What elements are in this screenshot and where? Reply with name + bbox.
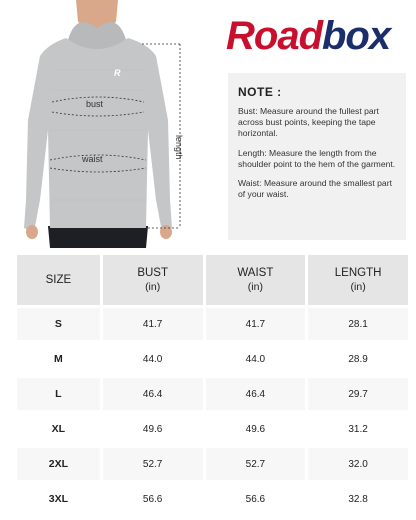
length-cell: 32.8 [308, 483, 408, 515]
waist-cell: 52.7 [206, 448, 306, 480]
header-length-label: LENGTH [334, 267, 382, 279]
header-waist-unit: (in) [247, 281, 263, 293]
waist-label: waist [82, 154, 103, 164]
brand-logo [226, 12, 406, 60]
bust-cell: 49.6 [103, 413, 203, 445]
bust-cell: 44.0 [103, 343, 203, 375]
table-row [17, 448, 408, 480]
header-bust [103, 255, 203, 305]
svg-text:R: R [114, 68, 121, 78]
bust-cell: 52.7 [103, 448, 203, 480]
brand-name-navy: box [322, 14, 391, 58]
bust-cell: 41.7 [103, 308, 203, 340]
header-length-unit: (in) [350, 281, 366, 293]
length-label: length [174, 135, 184, 160]
note-bust: Bust: Measure around the fullest part across bust points, keeping the tape horizontal. [238, 106, 379, 139]
size-chart-table [17, 255, 408, 518]
bust-label: bust [86, 99, 104, 109]
header-bust-label: BUST [137, 267, 168, 279]
length-cell: 29.7 [308, 378, 408, 410]
header-waist-label: WAIST [237, 267, 274, 279]
size-cell: L [17, 378, 100, 410]
header-size [17, 255, 100, 305]
note-panel [228, 73, 406, 240]
size-cell: M [17, 343, 100, 375]
header-length [308, 255, 408, 305]
size-cell: 3XL [17, 483, 100, 515]
bust-cell: 46.4 [103, 378, 203, 410]
bust-cell: 56.6 [103, 483, 203, 515]
note-waist: Waist: Measure around the smallest part of your waist. [238, 178, 392, 200]
hoodie-image [18, 0, 218, 248]
size-cell: S [17, 308, 100, 340]
header-waist [206, 255, 306, 305]
size-cell: 2XL [17, 448, 100, 480]
length-cell: 32.0 [308, 448, 408, 480]
length-cell: 28.9 [308, 343, 408, 375]
table-row [17, 483, 408, 515]
waist-cell: 41.7 [206, 308, 306, 340]
waist-cell: 49.6 [206, 413, 306, 445]
header-size-label: SIZE [45, 274, 72, 286]
note-length: Length: Measure the length from the shoulder point to the hem of the garment. [238, 147, 396, 169]
shirt-illustration [18, 0, 218, 248]
waist-cell: 46.4 [206, 378, 306, 410]
size-cell: XL [17, 413, 100, 445]
header-bust-unit: (in) [145, 281, 161, 293]
table-row [17, 413, 408, 445]
waist-cell: 44.0 [206, 343, 306, 375]
table-row [17, 308, 408, 340]
brand-name-red: Road [226, 14, 322, 58]
table-row [17, 343, 408, 375]
table-row [17, 378, 408, 410]
length-cell: 31.2 [308, 413, 408, 445]
length-cell: 28.1 [308, 308, 408, 340]
table-header-row [17, 255, 408, 305]
note-title: NOTE : [238, 85, 282, 99]
waist-cell: 56.6 [206, 483, 306, 515]
